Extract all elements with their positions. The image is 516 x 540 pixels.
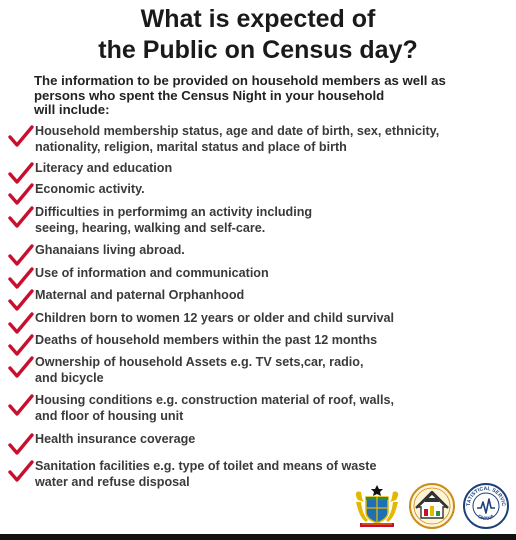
logo-strip [352,482,510,530]
checkmark-icon [8,244,34,266]
list-item-text: Health insurance coverage [35,432,196,446]
checkmark-icon [8,356,34,378]
page-title [0,4,516,66]
list-item-text: Difficulties in performimg an activity including seeing, hearing, walking and self-care. [35,205,313,235]
list-item-text: Ownership of household Assets e.g. TV sets,car, radio, and bicycle [35,355,364,385]
title-line-2: the Public on Census day? [98,36,418,64]
seal-text-top: TATISTICAL SERVIC [465,485,507,507]
ghana-coat-of-arms-icon [352,484,402,528]
bottom-border [0,534,516,540]
statistical-service-seal-icon [462,482,510,530]
intro-line-2: persons who spent the Census Night in your household [34,87,385,103]
census-house-logo-icon [408,482,456,530]
checkmark-icon [8,312,34,334]
intro-line-3: will include: [34,102,110,118]
list-item-text: Ghanaians living abroad. [35,243,185,257]
intro-paragraph [34,74,504,118]
title-line-1: What is expected of [140,5,376,33]
list-item-text: Economic activity. [35,182,145,196]
checkmark-icon [8,125,34,147]
list-item-text: Household membership status, age and date of birth, sex, ethnicity, nationality, religion, marital status and place of birth [35,124,440,154]
seal-text-bottom: GHANA [476,513,496,523]
checkmark-icon [8,334,34,356]
checkmark-icon [8,460,34,482]
list-item-text: Maternal and paternal Orphanhood [35,288,245,302]
checkmark-icon [8,162,34,184]
intro-line-1: The information to be provided on household members as well as [34,73,446,88]
checkmark-icon [8,267,34,289]
list-item-text: Children born to women 12 years or older and child survival [35,311,395,325]
list-item-text: Sanitation facilities e.g. type of toilet and means of waste water and refuse disposal [35,459,377,489]
checkmark-icon [8,206,34,228]
checkmark-icon [8,289,34,311]
checkmark-icon [8,433,34,455]
list-item-text: Use of information and communication [35,266,269,280]
list-item-text: Deaths of household members within the past 12 months [35,333,378,347]
list-item-text: Literacy and education [35,161,173,175]
checkmark-icon [8,183,34,205]
checkmark-icon [8,394,34,416]
list-item-text: Housing conditions e.g. construction material of roof, walls, and floor of housing unit [35,393,394,423]
